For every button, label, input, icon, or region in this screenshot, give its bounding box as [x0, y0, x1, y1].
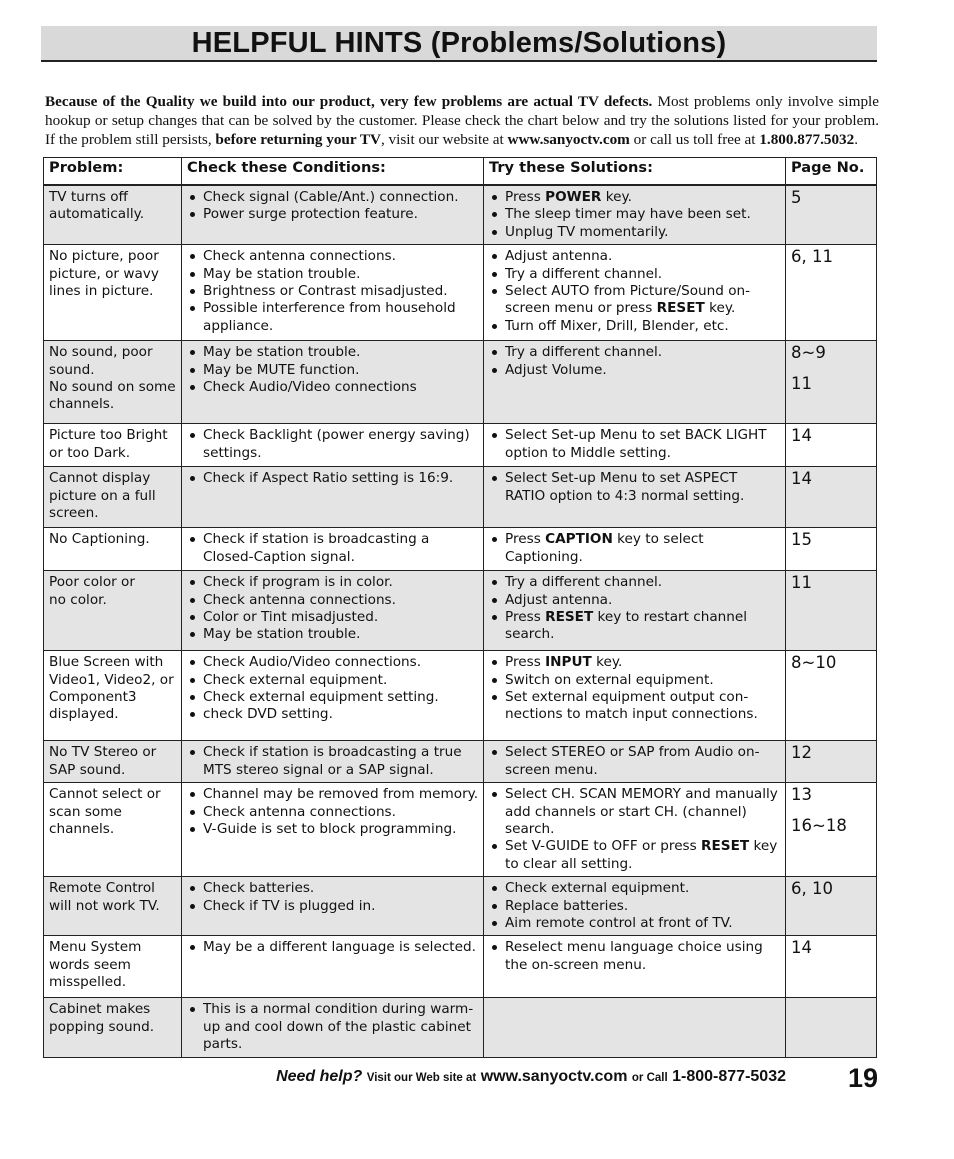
solution-item: [489, 915, 781, 932]
solution-item: [489, 574, 781, 591]
solutions-list: [489, 654, 781, 724]
solution-text: Set V-GUIDE to OFF or press: [505, 838, 702, 855]
solution-item: [489, 283, 781, 318]
table-row: [44, 341, 877, 424]
solutions-cell: [484, 998, 786, 1057]
intro-text-1: Most problems only involve simple hookup or setup changes that can be solved by the customer. Please check the chart below and try the solutions listed for your problem. If the problem still persists,: [45, 93, 879, 149]
solution-key-name: RESET: [656, 300, 705, 317]
problem-text: No sound on some channels.: [49, 379, 176, 413]
problem-cell: [44, 783, 182, 877]
conditions-cell: [182, 571, 484, 651]
solutions-cell: [484, 528, 786, 571]
solutions-cell: [484, 467, 786, 528]
solution-text: Select Set-up Menu to set ASPECT RATIO option to 4:3 normal setting.: [505, 470, 745, 504]
solution-item: [489, 318, 781, 335]
conditions-cell: [182, 998, 484, 1057]
page-number-ref: 14: [791, 469, 812, 489]
solution-text: Select AUTO from Picture/Sound on-screen menu or press: [505, 283, 751, 317]
solution-item: [489, 531, 781, 566]
problem-cell: [44, 185, 182, 245]
conditions-cell: [182, 741, 484, 783]
solutions-list: [489, 189, 781, 241]
problem-text: No Captioning.: [49, 531, 150, 548]
condition-item: Channel may be removed from memory.: [187, 786, 479, 803]
header-problem: Problem:: [44, 158, 182, 186]
conditions-list: [187, 344, 479, 396]
title-bar: [41, 26, 877, 62]
problem-cell: [44, 424, 182, 467]
conditions-cell: [182, 651, 484, 741]
condition-item: Check external equipment.: [187, 672, 479, 689]
solution-item: [489, 609, 781, 644]
table-row: [44, 571, 877, 651]
problem-text: Cannot select or scan some channels.: [49, 786, 161, 838]
solution-text: Adjust Volume.: [505, 361, 607, 378]
solution-text: key.: [591, 654, 623, 671]
solution-item: [489, 939, 781, 974]
intro-bold-lead: Because of the Quality we build into our product, very few problems are actual TV defects.: [45, 93, 653, 111]
page-number-ref: 15: [791, 530, 812, 550]
problem-text: Picture too Bright or too Dark.: [49, 427, 168, 461]
page-cell: [786, 651, 877, 741]
table-row: [44, 185, 877, 245]
page-cell: [786, 998, 877, 1057]
solution-text: Press: [505, 189, 546, 205]
solution-text: Aim remote control at front of TV.: [505, 915, 733, 932]
problem-text: No picture, poor picture, or wavy lines in picture.: [49, 248, 159, 300]
solution-text: Switch on external equipment.: [505, 671, 714, 688]
footer-or-call: or Call: [631, 1072, 668, 1084]
condition-item: May be station trouble.: [187, 626, 479, 643]
conditions-list: [187, 470, 479, 487]
solution-item: [489, 898, 781, 915]
page-cell: [786, 877, 877, 936]
condition-item: Check antenna connections.: [187, 804, 479, 821]
solutions-list: [489, 248, 781, 335]
page-gap: [791, 804, 872, 817]
conditions-list: [187, 786, 479, 838]
solution-item: [489, 266, 781, 283]
problem-cell: [44, 998, 182, 1057]
page-number-ref: 16~18: [791, 815, 847, 835]
conditions-cell: [182, 185, 484, 245]
intro-paragraph: [45, 92, 879, 149]
intro-text-4: .: [854, 131, 859, 149]
conditions-list: [187, 427, 479, 462]
conditions-cell: [182, 467, 484, 528]
problem-text: TV turns off automatically.: [49, 189, 145, 223]
problem-text: no color.: [49, 591, 107, 608]
conditions-list: [187, 744, 479, 779]
solutions-list: [489, 574, 781, 644]
problem-cell: [44, 741, 182, 783]
problem-cell: [44, 877, 182, 936]
problem-text: Menu System words seem misspelled.: [49, 939, 142, 991]
problem-text: Remote Control will not work TV.: [49, 880, 160, 914]
problem-cell: [44, 341, 182, 424]
conditions-list: [187, 939, 479, 956]
solution-item: [489, 344, 781, 361]
solution-key-name: CAPTION: [545, 531, 613, 548]
problem-cell: [44, 528, 182, 571]
solution-item: [489, 880, 781, 897]
page-cell: [786, 936, 877, 998]
table-row: [44, 877, 877, 936]
solution-item: [489, 689, 781, 724]
condition-item: Check signal (Cable/Ant.) connection.: [187, 189, 479, 206]
conditions-list: [187, 1001, 479, 1053]
solution-item: [489, 672, 781, 689]
page-number-ref: 6, 10: [791, 879, 833, 899]
page-cell: [786, 467, 877, 528]
condition-item: Color or Tint misadjusted.: [187, 609, 479, 626]
solutions-cell: [484, 245, 786, 341]
condition-item: Check antenna connections.: [187, 592, 479, 609]
page-cell: [786, 741, 877, 783]
solution-item: [489, 189, 781, 206]
solution-text: Unplug TV momentarily.: [505, 223, 669, 240]
conditions-cell: [182, 341, 484, 424]
condition-item: Power surge protection feature.: [187, 206, 479, 223]
page-number-ref: 8~10: [791, 653, 837, 673]
solutions-list: [489, 531, 781, 566]
condition-item: Check if program is in color.: [187, 574, 479, 591]
solution-item: [489, 654, 781, 671]
intro-website-link[interactable]: www.sanyoctv.com: [507, 131, 630, 149]
table-row: [44, 651, 877, 741]
problem-text: No sound, poor sound.: [49, 344, 153, 378]
intro-phone: 1.800.877.5032: [759, 131, 855, 149]
solutions-list: [489, 939, 781, 974]
solution-item: [489, 224, 781, 241]
page-number-ref: 13: [791, 785, 812, 805]
page-cell: [786, 424, 877, 467]
conditions-list: [187, 189, 479, 224]
page-cell: [786, 571, 877, 651]
problem-cell: [44, 467, 182, 528]
conditions-cell: [182, 877, 484, 936]
condition-item: Check Backlight (power energy saving) settings.: [187, 427, 479, 462]
condition-item: Check Audio/Video connections.: [187, 654, 479, 671]
solution-text: Adjust antenna.: [505, 248, 613, 265]
solution-text: Reselect menu language choice using the on-screen menu.: [505, 939, 763, 973]
solution-text: key to restart channel search.: [505, 609, 748, 643]
solution-key-name: RESET: [545, 609, 594, 626]
solution-item: [489, 248, 781, 265]
condition-item: Brightness or Contrast misadjusted.: [187, 283, 479, 300]
solution-text: Set external equipment output con- nections to match input connections.: [505, 689, 758, 723]
table-row: [44, 998, 877, 1057]
condition-item: Check if station is broadcasting a Closed-Caption signal.: [187, 531, 479, 566]
table-header-row: [44, 158, 877, 186]
condition-item: Check if station is broadcasting a true MTS stereo signal or a SAP signal.: [187, 744, 479, 779]
header-page: Page No.: [786, 158, 877, 186]
solutions-cell: [484, 571, 786, 651]
page-title: HELPFUL HINTS (Problems/Solutions): [191, 26, 727, 59]
footer-visit: Visit our Web site at: [366, 1072, 477, 1084]
condition-item: Check if Aspect Ratio setting is 16:9.: [187, 470, 479, 487]
problem-text: Cabinet makes popping sound.: [49, 1001, 155, 1035]
solutions-cell: [484, 341, 786, 424]
solution-text: key to select Captioning.: [505, 531, 704, 565]
solution-item: [489, 838, 781, 873]
condition-item: May be station trouble.: [187, 266, 479, 283]
solution-text: Try a different channel.: [505, 265, 663, 282]
table-row: [44, 467, 877, 528]
hints-table: [43, 157, 877, 1058]
header-conditions: Check these Conditions:: [182, 158, 484, 186]
page-number-ref: 5: [791, 188, 802, 207]
solutions-cell: [484, 936, 786, 998]
solution-text: Try a different channel.: [505, 344, 663, 361]
condition-item: Check if TV is plugged in.: [187, 898, 479, 915]
solution-text: key.: [601, 189, 632, 205]
page-cell: [786, 341, 877, 424]
conditions-list: [187, 531, 479, 566]
solution-item: [489, 427, 781, 462]
solution-item: [489, 470, 781, 505]
page-cell: [786, 783, 877, 877]
conditions-cell: [182, 245, 484, 341]
solutions-list: [489, 744, 781, 779]
footer-website-link[interactable]: www.sanyoctv.com: [480, 1068, 628, 1085]
solution-text: The sleep timer may have been set.: [505, 206, 751, 223]
solution-key-name: POWER: [545, 189, 602, 205]
solutions-list: [489, 470, 781, 505]
footer: [0, 1064, 954, 1094]
solution-item: [489, 362, 781, 379]
solutions-cell: [484, 424, 786, 467]
table-row: [44, 424, 877, 467]
page-number-ref: 12: [791, 743, 812, 763]
condition-item: Check antenna connections.: [187, 248, 479, 265]
conditions-list: [187, 574, 479, 644]
conditions-list: [187, 248, 479, 335]
page-gap: [791, 362, 872, 375]
conditions-list: [187, 654, 479, 724]
condition-item: This is a normal condition during warm-up and cool down of the plastic cabinet parts.: [187, 1001, 479, 1053]
conditions-cell: [182, 528, 484, 571]
solution-text: Press: [505, 654, 546, 671]
conditions-cell: [182, 424, 484, 467]
solutions-cell: [484, 651, 786, 741]
solutions-list: [489, 786, 781, 873]
solution-text: key to clear all setting.: [505, 838, 778, 872]
footer-need-help: Need help?: [276, 1068, 363, 1085]
solution-text: Select STEREO or SAP from Audio on- screen menu.: [505, 744, 760, 778]
solutions-cell: [484, 783, 786, 877]
problem-cell: [44, 936, 182, 998]
table-row: [44, 936, 877, 998]
solutions-cell: [484, 741, 786, 783]
page-number-ref: 11: [791, 373, 812, 393]
condition-item: Check external equipment setting.: [187, 689, 479, 706]
problem-cell: [44, 245, 182, 341]
solution-item: [489, 786, 781, 838]
page-number-ref: 11: [791, 573, 812, 593]
problem-text: Cannot display picture on a full screen.: [49, 470, 156, 522]
condition-item: Check Audio/Video connections: [187, 379, 479, 396]
problem-text: No TV Stereo or SAP sound.: [49, 744, 157, 778]
condition-item: Check batteries.: [187, 880, 479, 897]
problem-cell: [44, 571, 182, 651]
solutions-list: [489, 427, 781, 462]
solution-item: [489, 206, 781, 223]
problem-cell: [44, 651, 182, 741]
solution-text: Turn off Mixer, Drill, Blender, etc.: [505, 317, 729, 334]
page-number-ref: 6, 11: [791, 247, 833, 267]
solution-text: Adjust antenna.: [505, 591, 613, 608]
solutions-list: [489, 880, 781, 932]
table-row: [44, 245, 877, 341]
solutions-cell: [484, 185, 786, 245]
intro-text-2: , visit our website at: [380, 131, 508, 149]
condition-item: Possible interference from household appliance.: [187, 300, 479, 335]
page-number: 19: [847, 1063, 878, 1093]
solution-text: Try a different channel.: [505, 574, 663, 591]
solution-text: Select Set-up Menu to set BACK LIGHT option to Middle setting.: [505, 427, 767, 461]
solution-text: Press: [505, 531, 546, 548]
solution-text: Check external equipment.: [505, 880, 690, 897]
solution-text: Select CH. SCAN MEMORY and manually add channels or start CH. (channel) search.: [505, 786, 778, 838]
condition-item: V-Guide is set to block programming.: [187, 821, 479, 838]
page-cell: [786, 245, 877, 341]
solutions-list: [489, 344, 781, 379]
condition-item: May be station trouble.: [187, 344, 479, 361]
solution-item: [489, 592, 781, 609]
conditions-list: [187, 880, 479, 915]
condition-item: check DVD setting.: [187, 706, 479, 723]
footer-phone: 1-800-877-5032: [672, 1068, 786, 1085]
conditions-cell: [182, 936, 484, 998]
problem-text: Poor color or: [49, 574, 135, 591]
problem-text: Blue Screen with Video1, Video2, or Component3 displayed.: [49, 654, 174, 723]
table-row: [44, 528, 877, 571]
table-row: [44, 783, 877, 877]
condition-item: May be MUTE function.: [187, 362, 479, 379]
page-cell: [786, 185, 877, 245]
footer-help-line: [276, 1068, 786, 1086]
page-number-ref: 8~9: [791, 343, 826, 363]
intro-text-3: or call us toll free at: [629, 131, 760, 149]
solution-text: Press: [505, 609, 546, 626]
solution-key-name: RESET: [701, 838, 750, 855]
solution-key-name: INPUT: [545, 654, 592, 671]
solution-text: key.: [704, 300, 736, 317]
conditions-cell: [182, 783, 484, 877]
table-row: [44, 741, 877, 783]
solution-item: [489, 744, 781, 779]
solution-text: Replace batteries.: [505, 897, 629, 914]
condition-item: May be a different language is selected.: [187, 939, 479, 956]
solutions-cell: [484, 877, 786, 936]
page-number-ref: 14: [791, 938, 812, 958]
page-cell: [786, 528, 877, 571]
page-number-ref: 14: [791, 426, 812, 446]
header-solutions: Try these Solutions:: [484, 158, 786, 186]
intro-bold-mid: before returning your TV: [215, 131, 381, 149]
